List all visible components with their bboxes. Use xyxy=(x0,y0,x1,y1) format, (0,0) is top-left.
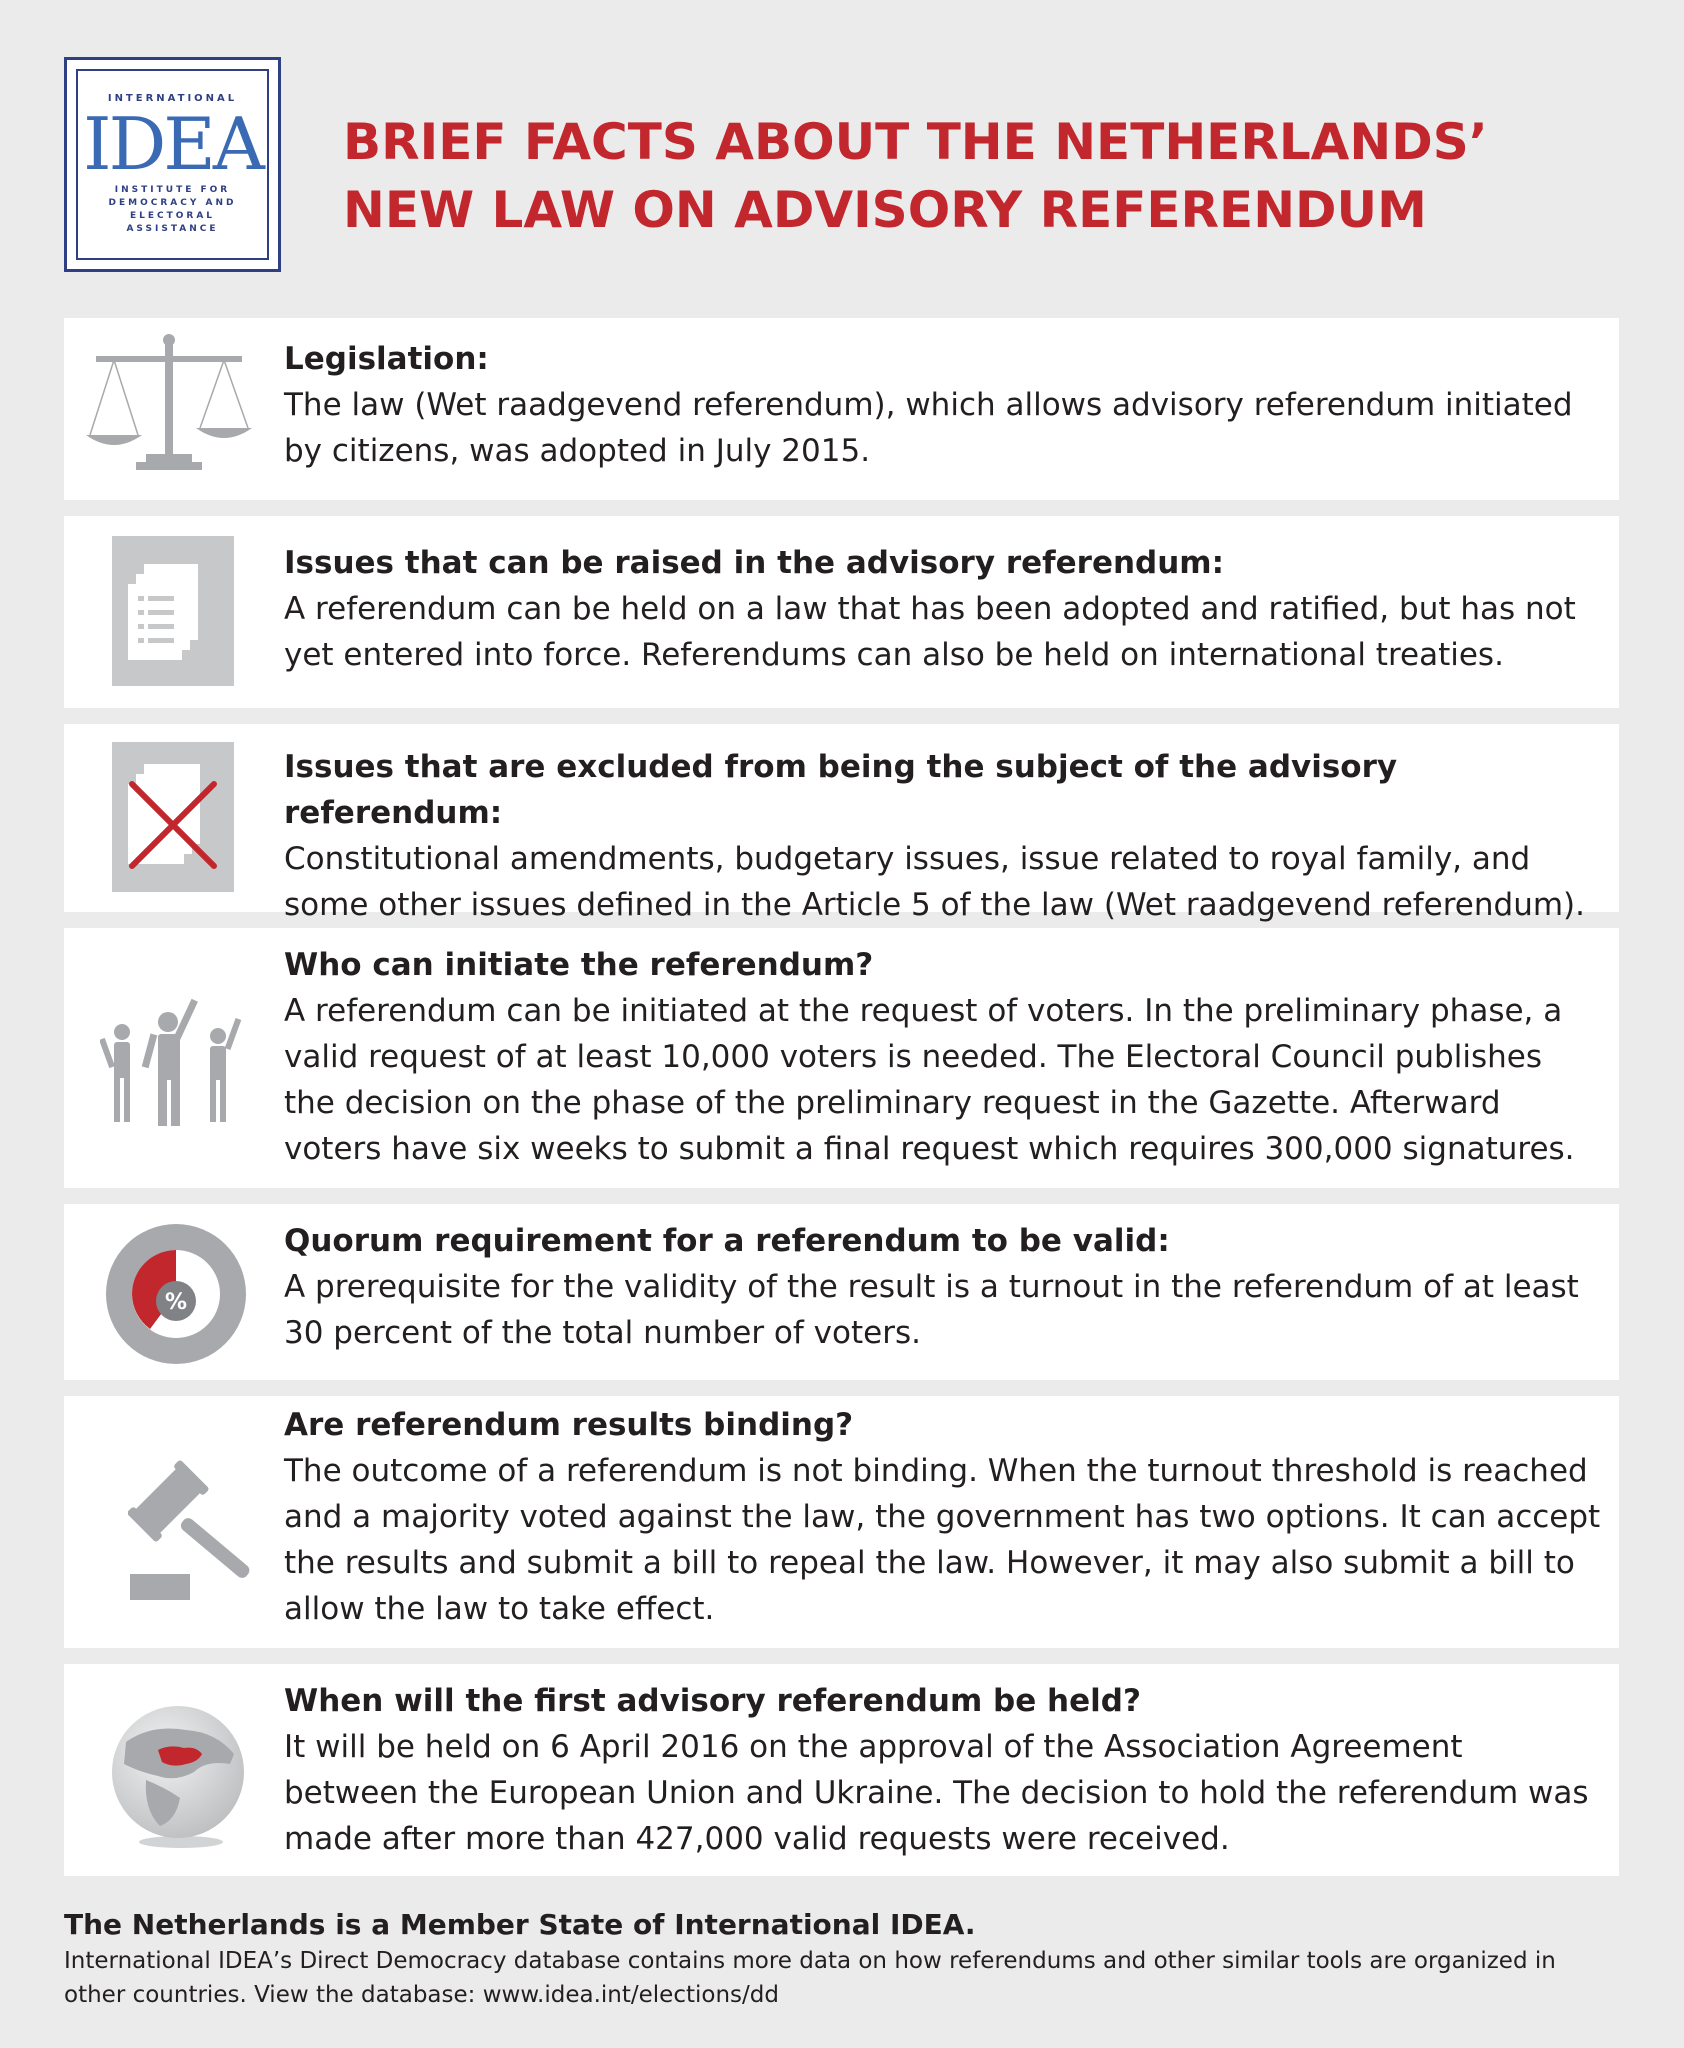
section-body: Constitutional amendments, budgetary issues, issue related to royal family, and some other issues defined in the Article 5 of the law (Wet raadgevend referendum). xyxy=(284,841,1586,923)
fact-card-issues-excluded xyxy=(64,724,1619,923)
section-heading: Quorum requirement for a referendum to be valid: xyxy=(284,1223,1170,1259)
footer-heading: The Netherlands is a Member State of International IDEA. xyxy=(64,1908,976,1941)
excluded-document-icon xyxy=(112,742,234,892)
section-heading: Issues that are excluded from being the subject of the advisory referendum: xyxy=(284,749,1398,831)
section-body: A prerequisite for the validity of the result is a turnout in the referendum of at least 30 percent of the total number of voters. xyxy=(284,1269,1579,1351)
fact-card-first-referendum xyxy=(64,1664,1619,1876)
footer xyxy=(64,1906,1644,2012)
section-body: It will be held on 6 April 2016 on the approval of the Association Agreement between the European Union and Ukraine. The decision to hold the referendum was made after more than 427,000 valid requests were received. xyxy=(284,1729,1589,1857)
logo-top-text: INTERNATIONAL xyxy=(107,93,238,104)
page-title: BRIEF FACTS ABOUT THE NETHERLANDS’ NEW LAW ON ADVISORY REFERENDUM xyxy=(343,113,1488,239)
fact-card-quorum xyxy=(64,1204,1619,1380)
scales-icon xyxy=(84,330,254,480)
fact-card-issues-raised xyxy=(64,516,1619,708)
section-heading: When will the first advisory referendum be held? xyxy=(284,1683,1141,1719)
logo-subtitle: INSTITUTE FOR DEMOCRACY AND ELECTORAL ASSISTANCE xyxy=(108,185,237,234)
footer-body: International IDEA’s Direct Democracy database contains more data on how referendums and other similar tools are organized in other countries. View the database: www.idea.int/elections/dd xyxy=(64,1948,1556,2008)
idea-logo xyxy=(64,57,281,272)
people-icon xyxy=(100,998,250,1128)
logo-wordmark: IDEA xyxy=(83,102,262,186)
section-heading: Who can initiate the referendum? xyxy=(284,947,874,983)
section-body: The law (Wet raadgevend referendum), which allows advisory referendum initiated by citizens, was adopted in July 2015. xyxy=(284,387,1573,469)
section-heading: Are referendum results binding? xyxy=(284,1407,854,1443)
gavel-icon xyxy=(128,1456,268,1606)
section-body: A referendum can be held on a law that has been adopted and ratified, but has not yet entered into force. Referendums can also be held on international treaties. xyxy=(284,591,1576,673)
fact-card-who-can-initiate xyxy=(64,928,1619,1188)
section-body: The outcome of a referendum is not binding. When the turnout threshold is reached and a majority voted against the law, the government has two options. It can accept the results and submit a bill to repeal the law. However, it may also submit a bill to allow the law to take effect. xyxy=(284,1453,1601,1627)
section-body: A referendum can be initiated at the request of voters. In the preliminary phase, a valid request of at least 10,000 voters is needed. The Electoral Council publishes the decision on the phase of the preliminary request in the Gazette. Afterward voters have six weeks to submit a final request which requires 300,000 signatures. xyxy=(284,993,1575,1167)
percent-glyph: % xyxy=(164,1290,188,1315)
section-heading: Legislation: xyxy=(284,341,489,377)
fact-card-binding xyxy=(64,1396,1619,1648)
percent-donut-icon xyxy=(106,1224,246,1364)
section-heading: Issues that can be raised in the advisory referendum: xyxy=(284,545,1224,581)
fact-card-legislation xyxy=(64,318,1619,500)
document-icon xyxy=(112,536,234,686)
globe-icon xyxy=(106,1702,256,1852)
